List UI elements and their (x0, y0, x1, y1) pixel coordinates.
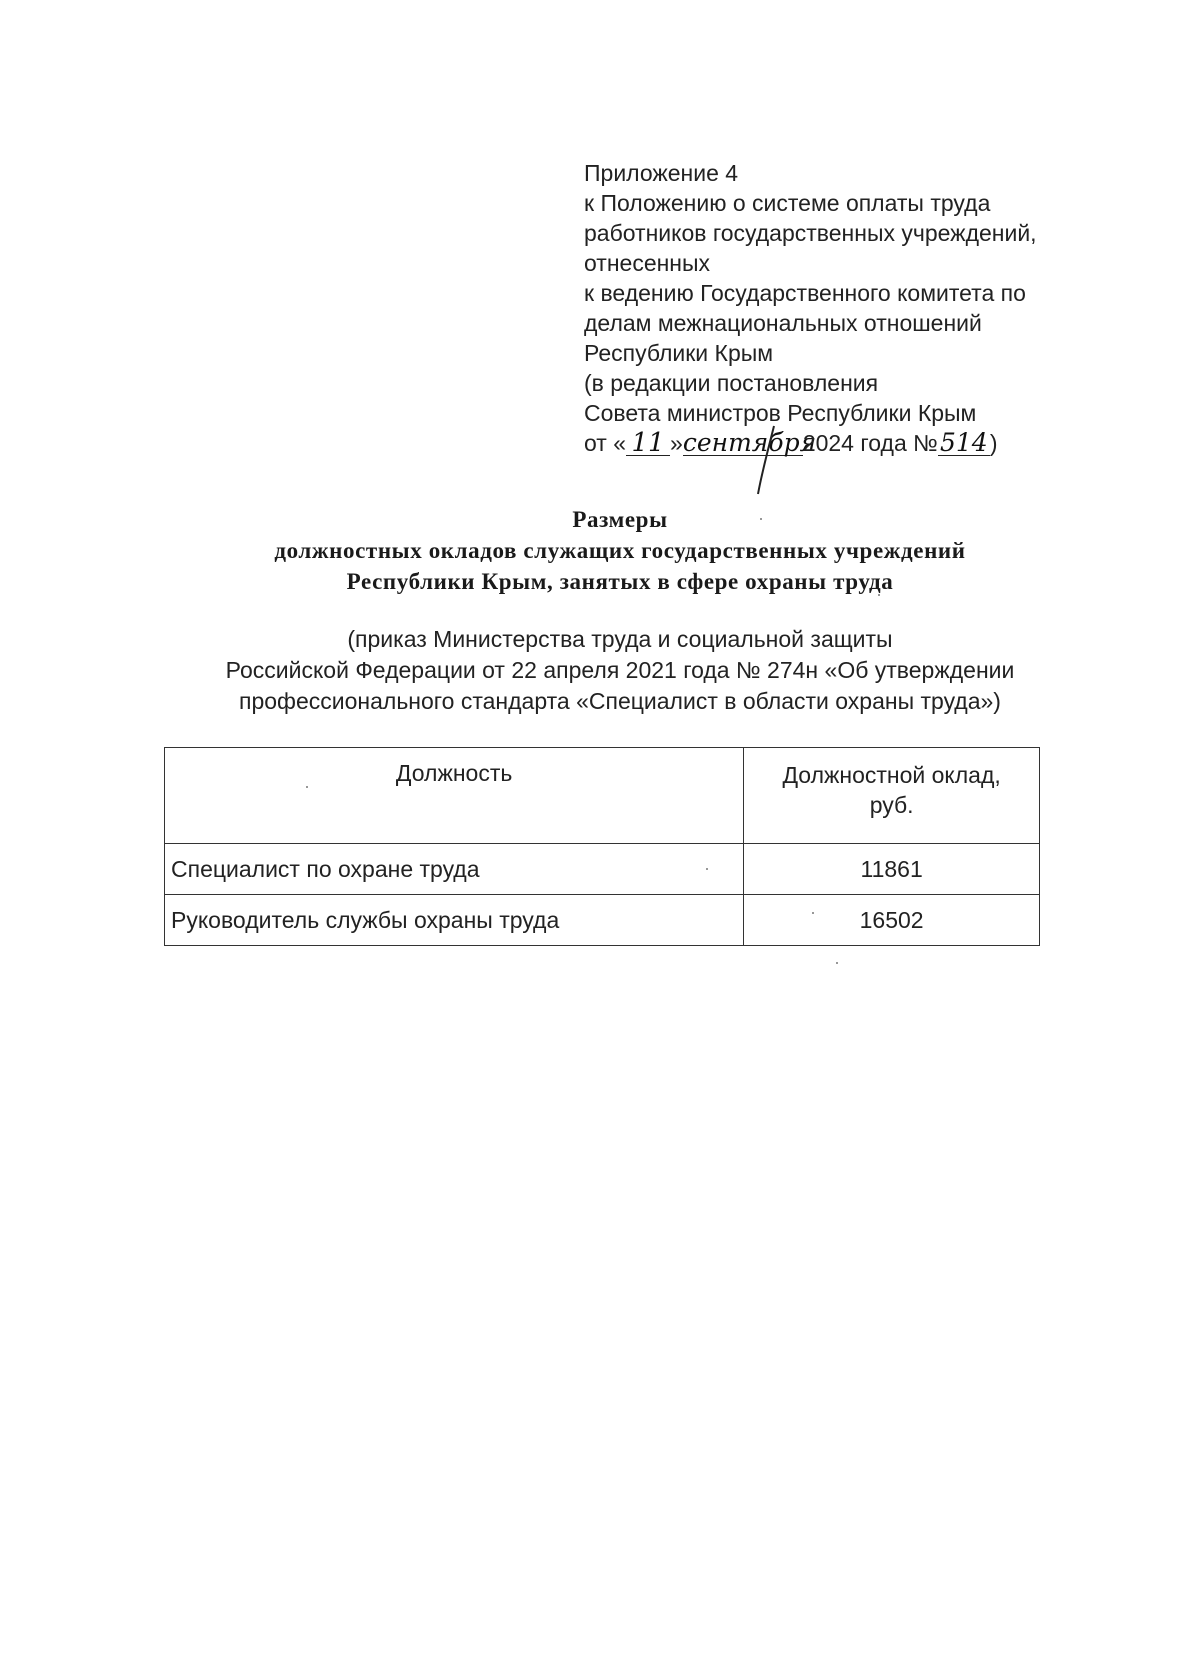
table-header-row (165, 748, 1040, 844)
appendix-line: Республики Крым (584, 340, 774, 366)
handwritten-day: 11 (626, 431, 670, 456)
header-salary (744, 748, 1040, 844)
appendix-line: Совета министров Республики Крым (584, 400, 977, 426)
appendix-line: делам межнациональных отношений (584, 310, 982, 336)
table-row (165, 895, 1040, 946)
document-title (0, 504, 1200, 597)
cell-position: Руководитель службы охраны труда (165, 895, 744, 946)
title-line: Республики Крым, занятых в сфере охраны труда (346, 569, 894, 594)
order-reference (0, 624, 1200, 717)
order-line: Российской Федерации от 22 апреля 2021 года № 274н «Об утверждении (225, 657, 1015, 683)
appendix-line: Приложение 4 (584, 160, 739, 186)
scan-speck (812, 912, 814, 914)
handwritten-number: 514 (938, 431, 990, 456)
appendix-line: к ведению Государственного комитета по (584, 280, 1026, 306)
header-salary-line: Должностной оклад, (782, 762, 1001, 788)
date-closing: ) (989, 430, 998, 456)
title-line: Размеры (572, 507, 668, 532)
scan-speck (706, 868, 708, 870)
appendix-line: работников государственных учреждений, (584, 220, 1037, 246)
order-line: профессионального стандарта «Специалист в области охраны труда») (239, 688, 1001, 714)
header-position: Должность (165, 748, 744, 844)
appendix-line: отнесенных (584, 250, 711, 276)
pen-stroke-mark (754, 420, 814, 500)
title-line: должностных окладов служащих государственных учреждений (274, 538, 966, 563)
scan-speck (836, 962, 838, 964)
cell-position: Специалист по охране труда (165, 844, 744, 895)
cell-salary: 16502 (744, 895, 1040, 946)
cell-salary: 11861 (744, 844, 1040, 895)
date-prefix: от « (584, 430, 627, 456)
date-year: 2024 года № (802, 430, 938, 456)
scan-speck (306, 786, 308, 788)
table-row (165, 844, 1040, 895)
scan-speck (760, 518, 762, 520)
salary-table (164, 747, 1040, 946)
appendix-date-line (584, 428, 1084, 458)
handwritten-month: сентября (682, 428, 817, 457)
scan-speck (878, 594, 880, 596)
appendix-line: (в редакции постановления (584, 370, 879, 396)
order-line: (приказ Министерства труда и социальной защиты (347, 626, 893, 652)
header-salary-line: руб. (869, 792, 914, 818)
appendix-block (584, 158, 1084, 458)
appendix-line: к Положению о системе оплаты труда (584, 190, 991, 216)
date-mid: » (670, 430, 683, 456)
